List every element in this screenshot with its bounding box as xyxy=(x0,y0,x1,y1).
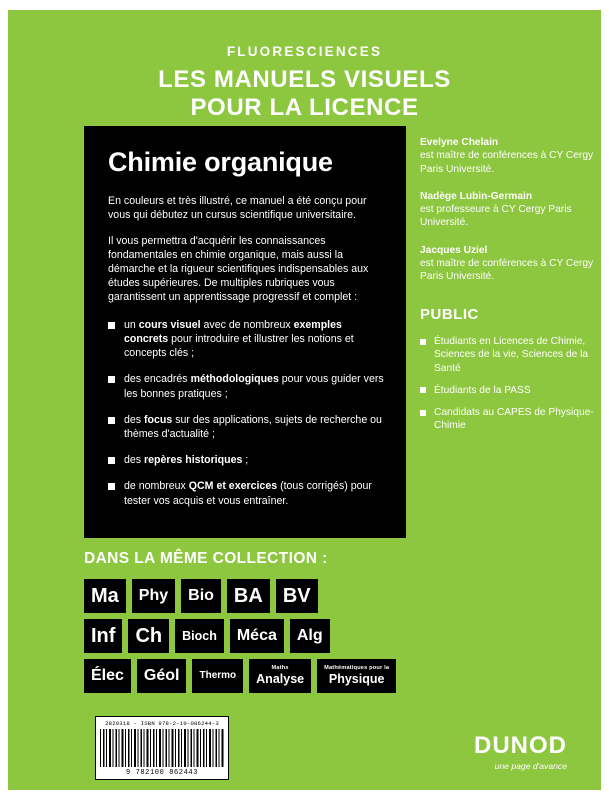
authors-block xyxy=(420,136,600,297)
collection-chip[interactable]: BA xyxy=(227,579,270,613)
public-list-item xyxy=(420,406,600,433)
public-item-text: Candidats au CAPES de Physique-Chimie xyxy=(434,407,594,432)
bullet-square-icon xyxy=(108,483,115,490)
bullet-square-icon xyxy=(108,322,115,329)
publisher-block xyxy=(474,734,567,771)
book-title: Chimie organique xyxy=(108,147,333,177)
bullet-square-icon xyxy=(420,387,426,393)
feature-text: un xyxy=(124,318,139,331)
collection-chip[interactable]: Alg xyxy=(290,619,330,653)
barcode-isbn: 2829318 - ISBN 978-2-10-086244-3 xyxy=(105,720,219,727)
author-role: est professeure à CY Cergy Paris Université. xyxy=(420,204,572,229)
public-list-item xyxy=(420,384,600,397)
collection-chip[interactable]: Bio xyxy=(181,579,221,613)
public-item-text: Étudiants de la PASS xyxy=(434,384,531,396)
barcode-number: 9 782100 862443 xyxy=(125,769,198,777)
feature-text: pour introduire et illustrer les notions et concepts clés ; xyxy=(124,333,354,360)
author-name: Nadège Lubin-Germain xyxy=(420,190,533,202)
author-name: Evelyne Chelain xyxy=(420,137,499,148)
collection-chip-row xyxy=(84,619,414,653)
bullet-square-icon xyxy=(420,410,426,416)
feature-list-item xyxy=(108,372,384,400)
collection-heading: DANS LA MÊME COLLECTION : xyxy=(84,550,328,567)
description-panel xyxy=(84,126,406,538)
chip-label: Analyse xyxy=(256,672,305,687)
chip-top-label: Maths xyxy=(271,665,289,672)
feature-text: pour vous guider vers les bonnes pratiques ; xyxy=(124,373,384,400)
publisher-tagline: une page d'avance xyxy=(494,761,567,771)
public-list-item xyxy=(420,335,600,375)
feature-text: des xyxy=(124,413,145,426)
feature-text: de nombreux xyxy=(124,480,189,493)
author-entry xyxy=(420,244,600,284)
author-name: Jacques Uziel xyxy=(420,244,488,256)
feature-emphasis: exemples concrets xyxy=(124,318,342,346)
collection-chip[interactable] xyxy=(249,659,311,693)
collection-chip[interactable]: Méca xyxy=(230,619,284,653)
feature-list xyxy=(108,318,384,508)
public-item-text: Étudiants en Licences de Chimie, Sciences de la vie, Sciences de la Santé xyxy=(434,336,589,374)
feature-list-item xyxy=(108,413,384,441)
collection-chip[interactable]: Bioch xyxy=(175,619,224,653)
collection-chip[interactable]: Thermo xyxy=(192,659,243,693)
feature-emphasis: focus xyxy=(144,413,173,426)
bullet-square-icon xyxy=(108,376,115,383)
feature-list-item xyxy=(108,453,384,467)
collection-chip-row xyxy=(84,659,414,693)
collection-chip[interactable]: Ch xyxy=(128,619,169,653)
author-role: est maître de conférences à CY Cergy Paris Université. xyxy=(420,257,594,282)
feature-text: des encadrés xyxy=(124,373,191,386)
author-entry xyxy=(420,190,600,230)
collection-chip[interactable] xyxy=(317,659,396,693)
public-block xyxy=(420,306,600,442)
cover-header xyxy=(8,44,601,123)
description-paragraph-1: En couleurs et très illustré, ce manuel a été conçu pour vous qui débutez un cursus scientifique universitaire. xyxy=(108,195,367,222)
feature-text: ; xyxy=(242,454,249,467)
feature-text: (tous corrigés) pour tester vos acquis et vous entraîner. xyxy=(124,480,372,507)
bullet-square-icon xyxy=(108,457,115,464)
feature-emphasis: cours visuel xyxy=(138,318,201,331)
barcode-lines xyxy=(100,729,224,767)
feature-list-item xyxy=(108,479,384,507)
collection-title-line1: LES MANUELS VISUELS xyxy=(158,66,451,93)
feature-list-item xyxy=(108,318,384,361)
barcode xyxy=(95,716,229,780)
collection-chip[interactable]: Phy xyxy=(132,579,175,613)
cover-background xyxy=(8,10,601,790)
collection-title-line2: POUR LA LICENCE xyxy=(190,94,419,122)
bullet-square-icon xyxy=(420,339,426,345)
collection-chips xyxy=(84,579,414,693)
feature-text: sur des applications, sujets de recherche ou thèmes d'actualité ; xyxy=(124,413,382,441)
chip-label: Physique xyxy=(328,672,385,687)
collection-chip[interactable]: Inf xyxy=(84,619,122,653)
public-title: PUBLIC xyxy=(420,306,479,323)
feature-emphasis: QCM et exercices xyxy=(188,480,278,493)
feature-text: des xyxy=(124,454,145,467)
feature-text: avec de nombreux xyxy=(200,318,294,331)
collection-chip[interactable]: Géol xyxy=(137,659,187,693)
collection-chip-row xyxy=(84,579,414,613)
feature-emphasis: repères historiques xyxy=(144,454,243,467)
author-role: est maître de conférences à CY Cergy Paris Université. xyxy=(420,150,594,175)
collection-block xyxy=(84,550,414,699)
collection-chip[interactable]: BV xyxy=(276,579,318,613)
collection-chip[interactable]: Élec xyxy=(84,659,131,693)
publisher-logo: DUNOD xyxy=(474,732,567,759)
public-list xyxy=(420,335,600,433)
series-name: FLUORESCIENCES xyxy=(226,44,383,59)
feature-emphasis: méthodologiques xyxy=(190,373,279,386)
collection-chip[interactable]: Ma xyxy=(84,579,126,613)
author-entry xyxy=(420,136,600,176)
chip-top-label: Mathématiques pour la xyxy=(324,665,390,672)
bullet-square-icon xyxy=(108,417,115,424)
description-paragraph-2: Il vous permettra d'acquérir les connaissances fondamentales en chimie organique, mais aussi la démarche et la rigueur scientifiques indispensables aux études supérieures. De multiples rubriques vous garantissent un apprentissage progressif et complet : xyxy=(108,234,369,303)
